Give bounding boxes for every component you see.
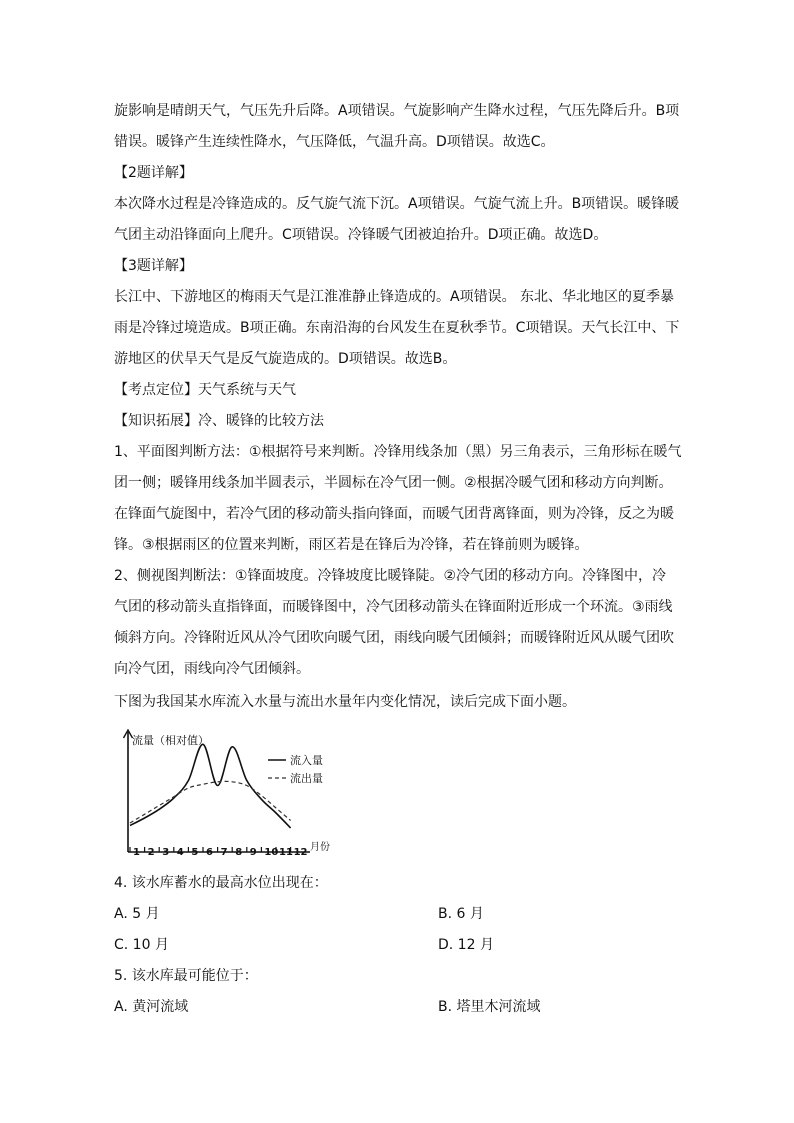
paragraph-line: 下图为我国某水库流入水量与流出水量年内变化情况，读后完成下面小题。 [114, 694, 576, 710]
question-5-option-b[interactable]: B. 塔里木河流域 [438, 999, 541, 1015]
x-tick-label: 1 [133, 847, 140, 858]
x-tick-label: 5 [191, 847, 199, 858]
paragraph-line: 长江中、下游地区的梅雨天气是江淮准静止锋造成的。A项错误。 东北、华北地区的夏季暴 [114, 289, 675, 305]
paragraph-line: 向冷气团，雨线向冷气团倾斜。 [114, 661, 310, 677]
question-4-option-a[interactable]: A. 5 月 [114, 906, 160, 922]
x-tick-label: 7 [220, 847, 228, 858]
x-axis-label: 月份 [310, 842, 330, 853]
paragraph-line: 1、平面图判断方法：①根据符号来判断。冷锋用线条加（黑）另三角表示，三角形标在暖气 [114, 444, 682, 460]
x-tick-label: 8 [235, 847, 243, 858]
paragraph-line: 团一侧；暖锋用线条加半圆表示，半圆标在冷气团一侧。②根据冷暖气团和移动方向判断。 [114, 475, 673, 491]
paragraph-line: 雨是冷锋过境造成。B项正确。东南沿海的台风发生在夏秋季节。C项错误。天气长江中、下 [114, 320, 680, 336]
section-heading: 【考点定位】天气系统与天气 [114, 382, 296, 398]
question-5-stem: 5. 该水库最可能位于： [114, 968, 258, 984]
paragraph-line: 2、侧视图判断法：①锋面坡度。冷锋坡度比暖锋陡。②冷气团的移动方向。冷锋图中，冷 [114, 568, 667, 584]
question-4-stem: 4. 该水库蓄水的最高水位出现在： [114, 875, 328, 891]
question-4-option-d[interactable]: D. 12 月 [438, 937, 494, 953]
legend-inflow-label: 流入量 [290, 754, 323, 767]
section-heading: 【2题详解】 [114, 165, 193, 181]
paragraph-line: 气团的移动箭头直指锋面，而暖锋图中，冷气团移动箭头在锋面附近形成一个环流。③雨线 [114, 599, 673, 615]
paragraph-line: 在锋面气旋图中，若冷气团的移动箭头指向锋面，而暖气团背离锋面，则为冷锋，反之为暖 [114, 506, 674, 522]
paragraph-line: 旋影响是晴朗天气，气压先升后降。A项错误。气旋影响产生降水过程，气压先降后升。B项 [114, 103, 680, 119]
x-tick-label: 10 [264, 847, 279, 858]
flow-chart [112, 726, 342, 860]
series-inflow-line [130, 744, 291, 828]
y-axis-label: 流量（相对值） [132, 734, 209, 747]
section-heading: 【3题详解】 [114, 258, 193, 274]
x-tick-label: 12 [293, 847, 308, 858]
legend-outflow-label: 流出量 [290, 772, 323, 785]
paragraph-line: 错误。暖锋产生连续性降水，气压降低，气温升高。D项错误。故选C。 [114, 134, 555, 150]
paragraph-line: 倾斜方向。冷锋附近风从冷气团吹向暖气团，雨线向暖气团倾斜；而暖锋附近风从暖气团吹 [114, 630, 674, 646]
series-outflow-line [130, 781, 291, 823]
question-5-option-a[interactable]: A. 黄河流域 [114, 999, 189, 1015]
x-tick-label: 4 [176, 847, 184, 858]
question-4-option-c[interactable]: C. 10 月 [114, 937, 169, 953]
x-tick-label: 6 [206, 847, 213, 858]
paragraph-line: 游地区的伏旱天气是反气旋造成的。D项错误。故选B。 [114, 351, 457, 367]
question-4-option-b[interactable]: B. 6 月 [438, 906, 484, 922]
section-heading: 【知识拓展】冷、暖锋的比较方法 [114, 413, 324, 429]
x-tick-label: 3 [162, 847, 170, 858]
paragraph-line: 气团主动沿锋面向上爬升。C项错误。冷锋暖气团被迫抬升。D项正确。故选D。 [114, 227, 608, 243]
paragraph-line: 本次降水过程是冷锋造成的。反气旋气流下沉。A项错误。气旋气流上升。B项错误。暖锋暖 [114, 196, 680, 212]
paragraph-line: 锋。③根据雨区的位置来判断，雨区若是在锋后为冷锋，若在锋前则为暖锋。 [114, 537, 589, 553]
x-tick-label: 2 [147, 847, 155, 858]
x-tick-label: 11 [279, 847, 293, 858]
x-tick-label: 9 [249, 847, 257, 858]
